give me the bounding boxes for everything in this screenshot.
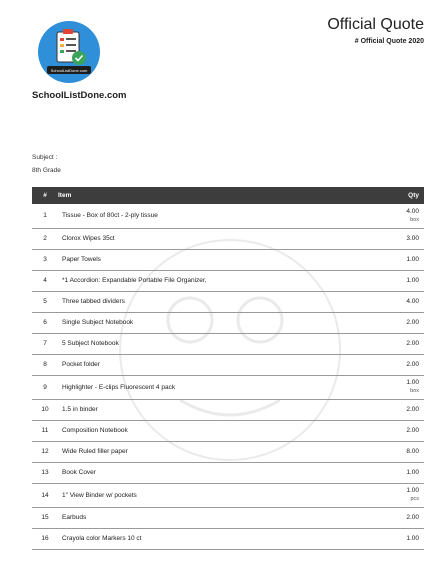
row-item: Book Cover	[58, 462, 385, 483]
row-number: 11	[32, 420, 58, 441]
row-qty	[385, 312, 424, 333]
row-qty-unit: box	[410, 388, 419, 394]
row-item: Pocket folder	[58, 354, 385, 375]
row-number: 10	[32, 399, 58, 420]
row-number: 1	[32, 204, 58, 228]
row-item: 1" View Binder w/ pockets	[58, 483, 385, 507]
brand-name: SchoolListDone.com	[32, 90, 127, 101]
row-qty-value: 2.00	[406, 426, 419, 434]
table-row	[32, 354, 424, 375]
row-qty-value: 1.00	[406, 255, 419, 263]
row-qty	[385, 399, 424, 420]
row-qty	[385, 291, 424, 312]
table-row	[32, 441, 424, 462]
row-qty-value: 3.00	[406, 234, 419, 242]
row-qty-value: 1.00	[406, 276, 419, 284]
table-row	[32, 528, 424, 549]
row-item: 5 Subject Notebook	[58, 333, 385, 354]
row-qty	[385, 354, 424, 375]
row-number: 5	[32, 291, 58, 312]
row-item: Three tabbed dividers	[58, 291, 385, 312]
subject-label: Subject :	[32, 154, 58, 161]
table-row	[32, 462, 424, 483]
row-qty-unit: box	[410, 216, 419, 223]
row-item: Tissue - Box of 80ct - 2-ply tissue	[58, 204, 385, 228]
row-qty-value: 2.00	[406, 318, 419, 326]
row-number: 12	[32, 441, 58, 462]
row-number: 8	[32, 354, 58, 375]
row-qty	[385, 420, 424, 441]
table-row	[32, 507, 424, 528]
row-item: *1 Accordion: Expandable Portable File Organizer,	[58, 270, 385, 291]
table-row	[32, 270, 424, 291]
row-qty	[385, 375, 424, 399]
table-row	[32, 375, 424, 399]
row-number: 14	[32, 483, 58, 507]
row-qty-value: 2.00	[406, 339, 419, 347]
row-qty-value: 1.00	[406, 534, 419, 542]
row-qty	[385, 483, 424, 507]
row-number: 3	[32, 249, 58, 270]
row-qty-value: 4.00	[406, 297, 419, 305]
row-item: Earbuds	[58, 507, 385, 528]
table-row	[32, 204, 424, 228]
row-number: 16	[32, 528, 58, 549]
row-number: 4	[32, 270, 58, 291]
row-qty-unit: pcs	[410, 496, 419, 502]
row-qty-value: 4.00	[406, 207, 419, 215]
row-qty	[385, 249, 424, 270]
table-row	[32, 312, 424, 333]
row-qty-value: 2.00	[406, 360, 419, 368]
row-qty-value: 1.00	[406, 468, 419, 476]
table-row	[32, 399, 424, 420]
table-row	[32, 333, 424, 354]
row-item: Composition Notebook	[58, 420, 385, 441]
svg-text:SchoolListDone.com: SchoolListDone.com	[50, 68, 88, 73]
row-number: 9	[32, 375, 58, 399]
row-qty-value: 2.00	[406, 513, 419, 521]
table-row	[32, 228, 424, 249]
table-header-row	[32, 187, 424, 204]
row-qty	[385, 441, 424, 462]
row-qty	[385, 204, 424, 228]
school-list-logo	[37, 20, 101, 84]
table-row	[32, 420, 424, 441]
header-number: #	[43, 192, 47, 199]
row-number: 15	[32, 507, 58, 528]
row-qty	[385, 507, 424, 528]
quote-number: # Official Quote 2020	[354, 38, 424, 45]
table-row	[32, 483, 424, 507]
row-item: Highlighter - E-clips Fluorescent 4 pack	[58, 375, 385, 399]
row-item: Wide Ruled filler paper	[58, 441, 385, 462]
row-qty	[385, 270, 424, 291]
header-qty: Qty	[408, 192, 419, 199]
row-number: 6	[32, 312, 58, 333]
document-title: Official Quote	[327, 16, 424, 33]
row-qty-value: 8.00	[406, 447, 419, 455]
row-qty-value: 1.00	[406, 379, 419, 386]
row-number: 7	[32, 333, 58, 354]
row-qty	[385, 333, 424, 354]
row-item: Crayola color Markers 10 ct	[58, 528, 385, 549]
table-row	[32, 291, 424, 312]
row-qty	[385, 528, 424, 549]
header-item: Item	[58, 192, 72, 199]
row-number: 2	[32, 228, 58, 249]
row-item: Paper Towels	[58, 249, 385, 270]
row-item: Single Subject Notebook	[58, 312, 385, 333]
table-row	[32, 249, 424, 270]
row-number: 13	[32, 462, 58, 483]
items-table	[32, 187, 424, 550]
subject-value: 8th Grade	[32, 167, 61, 174]
row-qty	[385, 462, 424, 483]
row-qty-value: 1.00	[406, 487, 419, 494]
row-item: Clorox Wipes 35ct	[58, 228, 385, 249]
row-item: 1.5 in binder	[58, 399, 385, 420]
row-qty	[385, 228, 424, 249]
row-qty-value: 2.00	[406, 405, 419, 413]
